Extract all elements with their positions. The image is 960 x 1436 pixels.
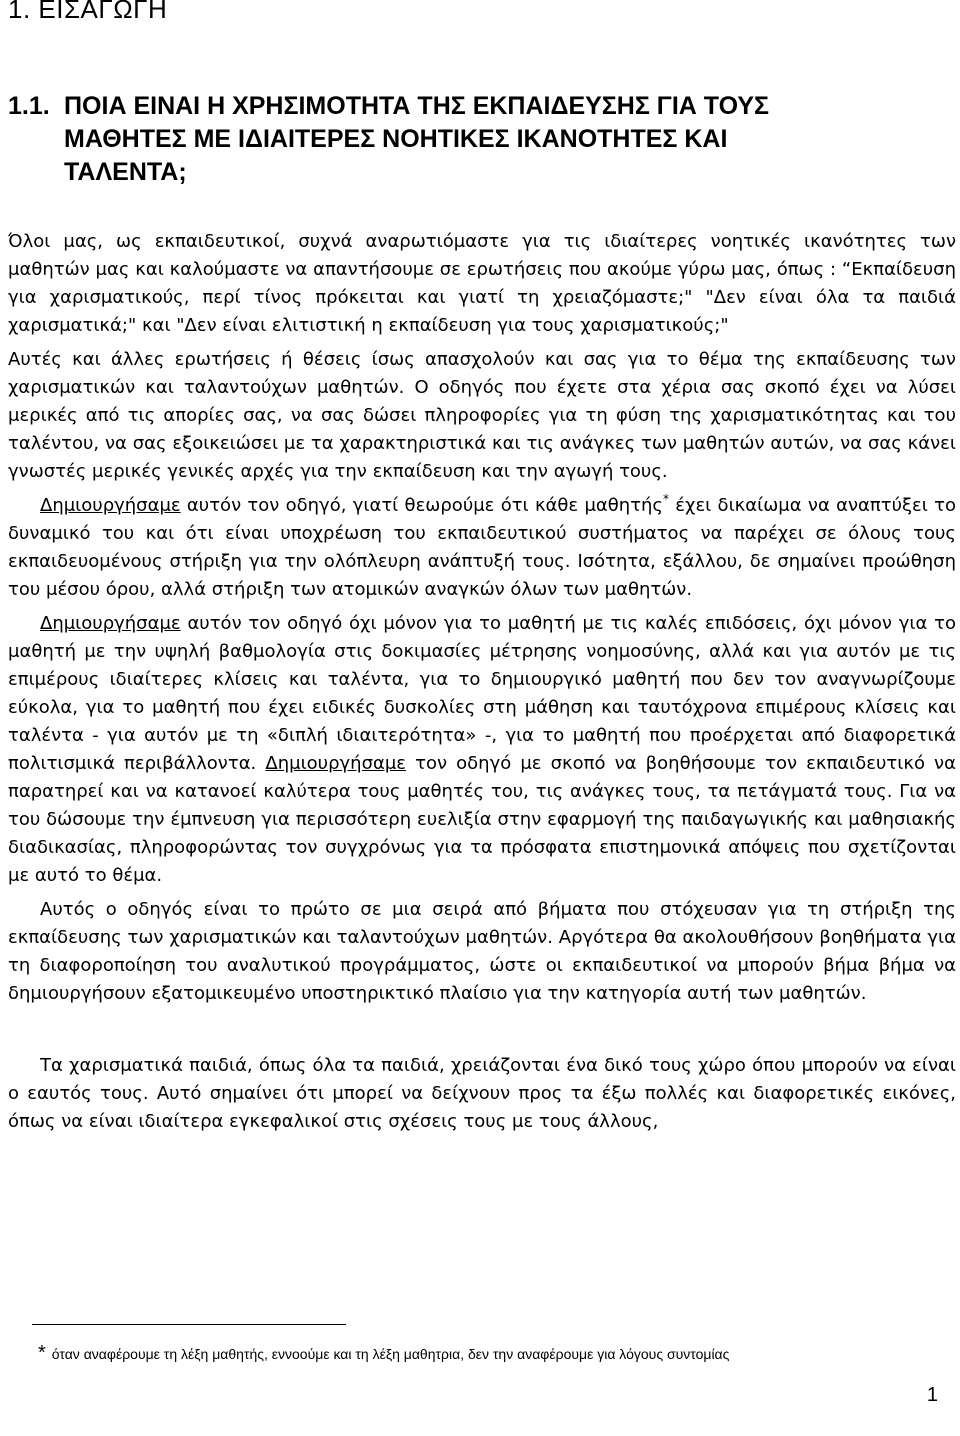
paragraph-6: Τα χαρισματικά παιδιά, όπως όλα τα παιδιά, χρειάζονται ένα δικό τους χώρο όπου μπορούν να είναι ο εαυτός τους. Αυτό σημαίνει ότι μπορεί να δείχνουν προς τα έξω πολλές και διαφορετικές εικόνες, όπως να είναι ιδιαίτερα εγκεφαλικοί στις σχέσεις τους με τους άλλους, — [8, 1055, 956, 1132]
emphasis-word: Δημιουργήσαμε — [40, 613, 181, 634]
paragraph-4-text-b: τον οδηγό με σκοπό να βοηθήσουμε τον εκπαιδευτικό να παρατηρεί και να κατανοεί καλύτερα τους μαθητές του, τις ανάγκες τους, τα πετάγματά τους. Για να του δώσουμε την έμπνευση για περισσότερη ευελιξία στην εφαρμογή της παιδαγωγικής και μαθησιακής διαδικασίας, πληροφορώντας τον συγχρόνως για τα πρόσφατα επιστημονικά απόψεις που σχετίζονται με αυτό το θέμα. — [8, 753, 956, 886]
footnote-separator — [32, 1324, 346, 1325]
body-text — [8, 228, 956, 1142]
emphasis-word: Δημιουργήσαμε — [40, 495, 181, 516]
footnote-mark: * — [38, 1342, 46, 1364]
page-number: 1 — [926, 1384, 938, 1406]
section-title-line-2: ΜΑΘΗΤΕΣ ΜΕ ΙΔΙΑΙΤΕΡΕΣ ΝΟΗΤΙΚΕΣ ΙΚΑΝΟΤΗΤΕΣ ΚΑΙ — [64, 125, 728, 153]
footnote-reference: * — [663, 492, 670, 506]
paragraph-3 — [8, 492, 956, 604]
paragraph-3-text-a: αυτόν τον οδηγό, γιατί θεωρούμε ότι κάθε μαθητής — [180, 495, 664, 516]
section-title-line-3: ΤΑΛΕΝΤΑ; — [64, 158, 187, 186]
footnote-text: όταν αναφέρουμε τη λέξη μαθητής, εννοούμε και τη λέξη μαθητρια, δεν την αναφέρουμε για λόγους συντομίας — [51, 1346, 730, 1362]
section-title-line-1: ΠΟΙΑ ΕΙΝΑΙ Η ΧΡΗΣΙΜΟΤΗΤΑ ΤΗΣ ΕΚΠΑΙΔΕΥΣΗΣ ΓΙΑ ΤΟΥΣ — [64, 92, 770, 120]
paragraph-4 — [8, 610, 956, 890]
paragraph-2: Αυτές και άλλες ερωτήσεις ή θέσεις ίσως απασχολούν και σας για το θέμα της εκπαίδευσης των χαρισματικών και ταλαντούχων μαθητών. Ο οδηγός που έχετε στα χέρια σας σκοπό έχει να λύσει μερικές από τις απορίες σας, να σας δώσει πληροφορίες για τη φύση της χαρισματικότητας και του ταλέντου, να σας εξοικειώσει με τα χαρακτηριστικά και τις ανάγκες των μαθητών αυτών, να σας κάνει γνωστές μερικές γενικές αρχές για την εκπαίδευση και την αγωγή τους. — [8, 349, 956, 482]
footnote — [38, 1343, 938, 1364]
chapter-heading: 1. ΕΙΣΑΓΩΓΗ — [8, 0, 168, 24]
emphasis-word: Δημιουργήσαμε — [265, 753, 407, 774]
paragraph-5: Αυτός ο οδηγός είναι το πρώτο σε μια σειρά από βήματα που στόχευσαν για τη στήριξη της εκπαίδευσης των χαρισματικών και ταλαντούχων μαθητών. Αργότερα θα ακολουθήσουν βοηθήματα για τη διαφοροποίηση του αναλυτικού προγράμματος, ώστε οι εκπαιδευτικοί να μπορούν βήμα βήμα να δημιουργήσουν εξατομικευμένο υποστηρικτικό πλαίσιο για την κατηγορία αυτή των μαθητών. — [8, 899, 956, 1004]
paragraph-4-text-a: αυτόν τον οδηγό όχι μόνον για το μαθητή με τις καλές επιδόσεις, όχι μόνον για το μαθητή με την υψηλή βαθμολογία στις δοκιμασίες μέτρησης νοημοσύνης, αλλά και για αυτόν με τις επιμέρους ιδιαίτερες κλίσεις και ταλέντα, για το δημιουργικό μαθητή που δεν τον αναγνωρίζουμε εύκολα, για το μαθητή που έχει ειδικές δυσκολίες στη μάθηση και ταυτόχρονα επιμέρους κλίσεις και ταλέντα - για αυτόν με τη «διπλή ιδιαιτερότητα» -, για το μαθητή που προέρχεται από διαφορετικά πολιτισμικά περιβάλλοντα. — [8, 613, 956, 774]
paragraph-1: Όλοι μας, ως εκπαιδευτικοί, συχνά αναρωτιόμαστε για τις ιδιαίτερες νοητικές ικανότητες των μαθητών μας και καλούμαστε να απαντήσουμε σε ερωτήσεις που ακούμε γύρω μας, όπως : “Εκπαίδευση για χαρισματικούς, περί τίνος πρόκειται και γιατί τη χρειαζόμαστε;" "Δεν είναι όλα τα παιδιά χαρισματικά;" και "Δεν είναι ελιτιστική η εκπαίδευση για τους χαρισματικούς;" — [8, 231, 956, 336]
section-heading — [8, 90, 928, 189]
section-number: 1.1. — [8, 92, 50, 120]
paragraph-3-text-b: έχει δικαίωμα να αναπτύξει το δυναμικό του και ότι είναι υποχρέωση του εκπαιδευτικού συστήματος να παρέχει σε όλους τους εκπαιδευομένους στήριξη για την ολόπλευρη ανάπτυξή τους. Ισότητα, εξάλλου, δε σημαίνει προώθηση του μέσου όρου, αλλά στήριξη των ατομικών αναγκών όλων των μαθητών. — [8, 495, 956, 600]
